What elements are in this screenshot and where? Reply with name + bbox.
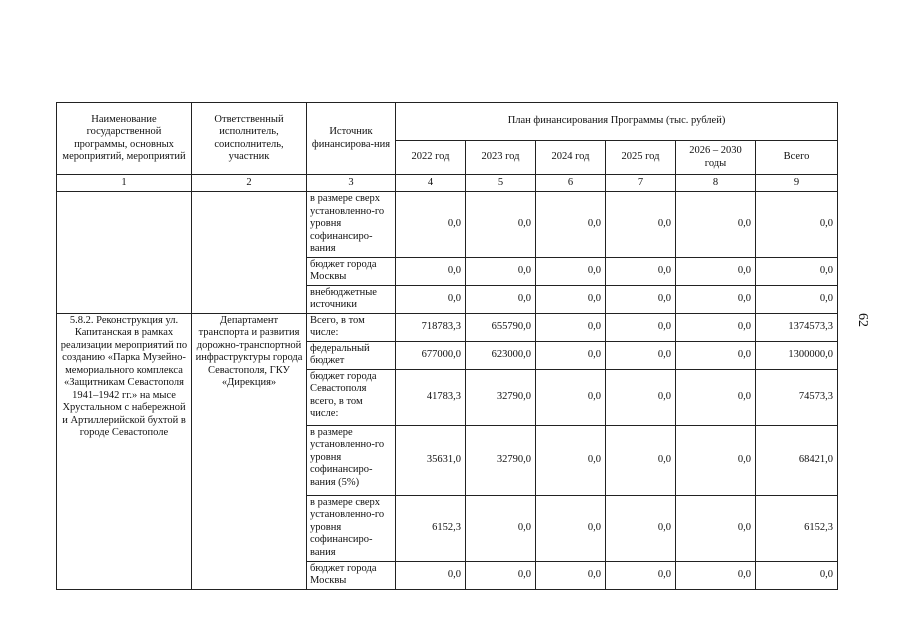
value-cell: 0,0 (606, 369, 676, 425)
value-cell: 0,0 (756, 257, 838, 285)
activity-name: 5.8.2. Реконструкция ул. Капитанская в рамках реализации мероприятий по созданию «Парка Музейно-мемориального комплекса «Защитникам Севастополя 1941–1942 гг.» на мысе Хрустальном с набережной и Артиллерийской бухтой в городе Севастополе (57, 313, 192, 589)
value-cell: 0,0 (606, 341, 676, 369)
col-index: 8 (676, 175, 756, 192)
value-cell: 1374573,3 (756, 313, 838, 341)
value-cell: 0,0 (606, 257, 676, 285)
value-cell: 0,0 (396, 257, 466, 285)
value-cell: 0,0 (466, 495, 536, 561)
source-cell: бюджет города Москвы (307, 561, 396, 589)
source-cell: в размере сверх установленно-го уровня софинансиро-вания (307, 192, 396, 258)
value-cell: 718783,3 (396, 313, 466, 341)
source-cell: бюджет города Севастополя всего, в том числе: (307, 369, 396, 425)
value-cell: 0,0 (536, 425, 606, 495)
activity-responsible: Департамент транспорта и развития дорожно-транспортной инфраструктуры города Севастополя, ГКУ «Дирекция» (192, 313, 307, 589)
value-cell: 0,0 (676, 285, 756, 313)
value-cell: 0,0 (606, 425, 676, 495)
value-cell: 0,0 (396, 561, 466, 589)
col-index: 5 (466, 175, 536, 192)
value-cell: 74573,3 (756, 369, 838, 425)
source-cell: в размере установленно-го уровня софинансиро-вания (5%) (307, 425, 396, 495)
header-year-2023: 2023 год (466, 141, 536, 175)
col-index: 7 (606, 175, 676, 192)
value-cell: 0,0 (756, 285, 838, 313)
value-cell: 0,0 (676, 192, 756, 258)
table-row (57, 192, 838, 258)
value-cell: 0,0 (676, 425, 756, 495)
header-name: Наименование государственной программы, основных мероприятий, мероприятий (57, 103, 192, 175)
header-total: Всего (756, 141, 838, 175)
header-plan: План финансирования Программы (тыс. рублей) (396, 103, 838, 141)
empty-cell (57, 192, 192, 314)
value-cell: 35631,0 (396, 425, 466, 495)
value-cell: 0,0 (536, 369, 606, 425)
value-cell: 677000,0 (396, 341, 466, 369)
value-cell: 0,0 (466, 561, 536, 589)
value-cell: 0,0 (536, 257, 606, 285)
value-cell: 0,0 (536, 495, 606, 561)
col-index: 6 (536, 175, 606, 192)
header-responsible: Ответственный исполнитель, соисполнитель, участник (192, 103, 307, 175)
value-cell: 0,0 (676, 495, 756, 561)
value-cell: 0,0 (466, 192, 536, 258)
financing-table (56, 102, 838, 590)
source-cell: федеральный бюджет (307, 341, 396, 369)
col-index: 9 (756, 175, 838, 192)
source-cell: внебюджетные источники (307, 285, 396, 313)
source-cell: Всего, в том числе: (307, 313, 396, 341)
value-cell: 0,0 (536, 285, 606, 313)
col-index: 1 (57, 175, 192, 192)
value-cell: 0,0 (466, 285, 536, 313)
value-cell: 1300000,0 (756, 341, 838, 369)
value-cell: 6152,3 (756, 495, 838, 561)
value-cell: 0,0 (536, 341, 606, 369)
header-year-2026-2030: 2026 – 2030 годы (676, 141, 756, 175)
value-cell: 0,0 (676, 313, 756, 341)
table-row (57, 313, 838, 341)
value-cell: 32790,0 (466, 369, 536, 425)
value-cell: 0,0 (466, 257, 536, 285)
empty-cell (192, 192, 307, 314)
value-cell: 0,0 (536, 561, 606, 589)
value-cell: 0,0 (536, 192, 606, 258)
value-cell: 6152,3 (396, 495, 466, 561)
source-cell: в размере сверх установленно-го уровня софинансиро-вания (307, 495, 396, 561)
value-cell: 0,0 (396, 285, 466, 313)
value-cell: 0,0 (676, 561, 756, 589)
header-year-2025: 2025 год (606, 141, 676, 175)
page-number: 62 (855, 313, 870, 327)
col-index: 3 (307, 175, 396, 192)
value-cell: 0,0 (396, 192, 466, 258)
value-cell: 0,0 (676, 341, 756, 369)
value-cell: 32790,0 (466, 425, 536, 495)
header-source: Источник финансирова-ния (307, 103, 396, 175)
value-cell: 0,0 (676, 257, 756, 285)
value-cell: 41783,3 (396, 369, 466, 425)
value-cell: 0,0 (606, 495, 676, 561)
value-cell: 0,0 (756, 561, 838, 589)
header-year-2022: 2022 год (396, 141, 466, 175)
value-cell: 68421,0 (756, 425, 838, 495)
value-cell: 0,0 (606, 192, 676, 258)
value-cell: 0,0 (606, 561, 676, 589)
value-cell: 655790,0 (466, 313, 536, 341)
value-cell: 0,0 (606, 285, 676, 313)
source-cell: бюджет города Москвы (307, 257, 396, 285)
value-cell: 0,0 (756, 192, 838, 258)
col-index: 4 (396, 175, 466, 192)
value-cell: 623000,0 (466, 341, 536, 369)
value-cell: 0,0 (606, 313, 676, 341)
header-year-2024: 2024 год (536, 141, 606, 175)
col-index: 2 (192, 175, 307, 192)
value-cell: 0,0 (536, 313, 606, 341)
value-cell: 0,0 (676, 369, 756, 425)
